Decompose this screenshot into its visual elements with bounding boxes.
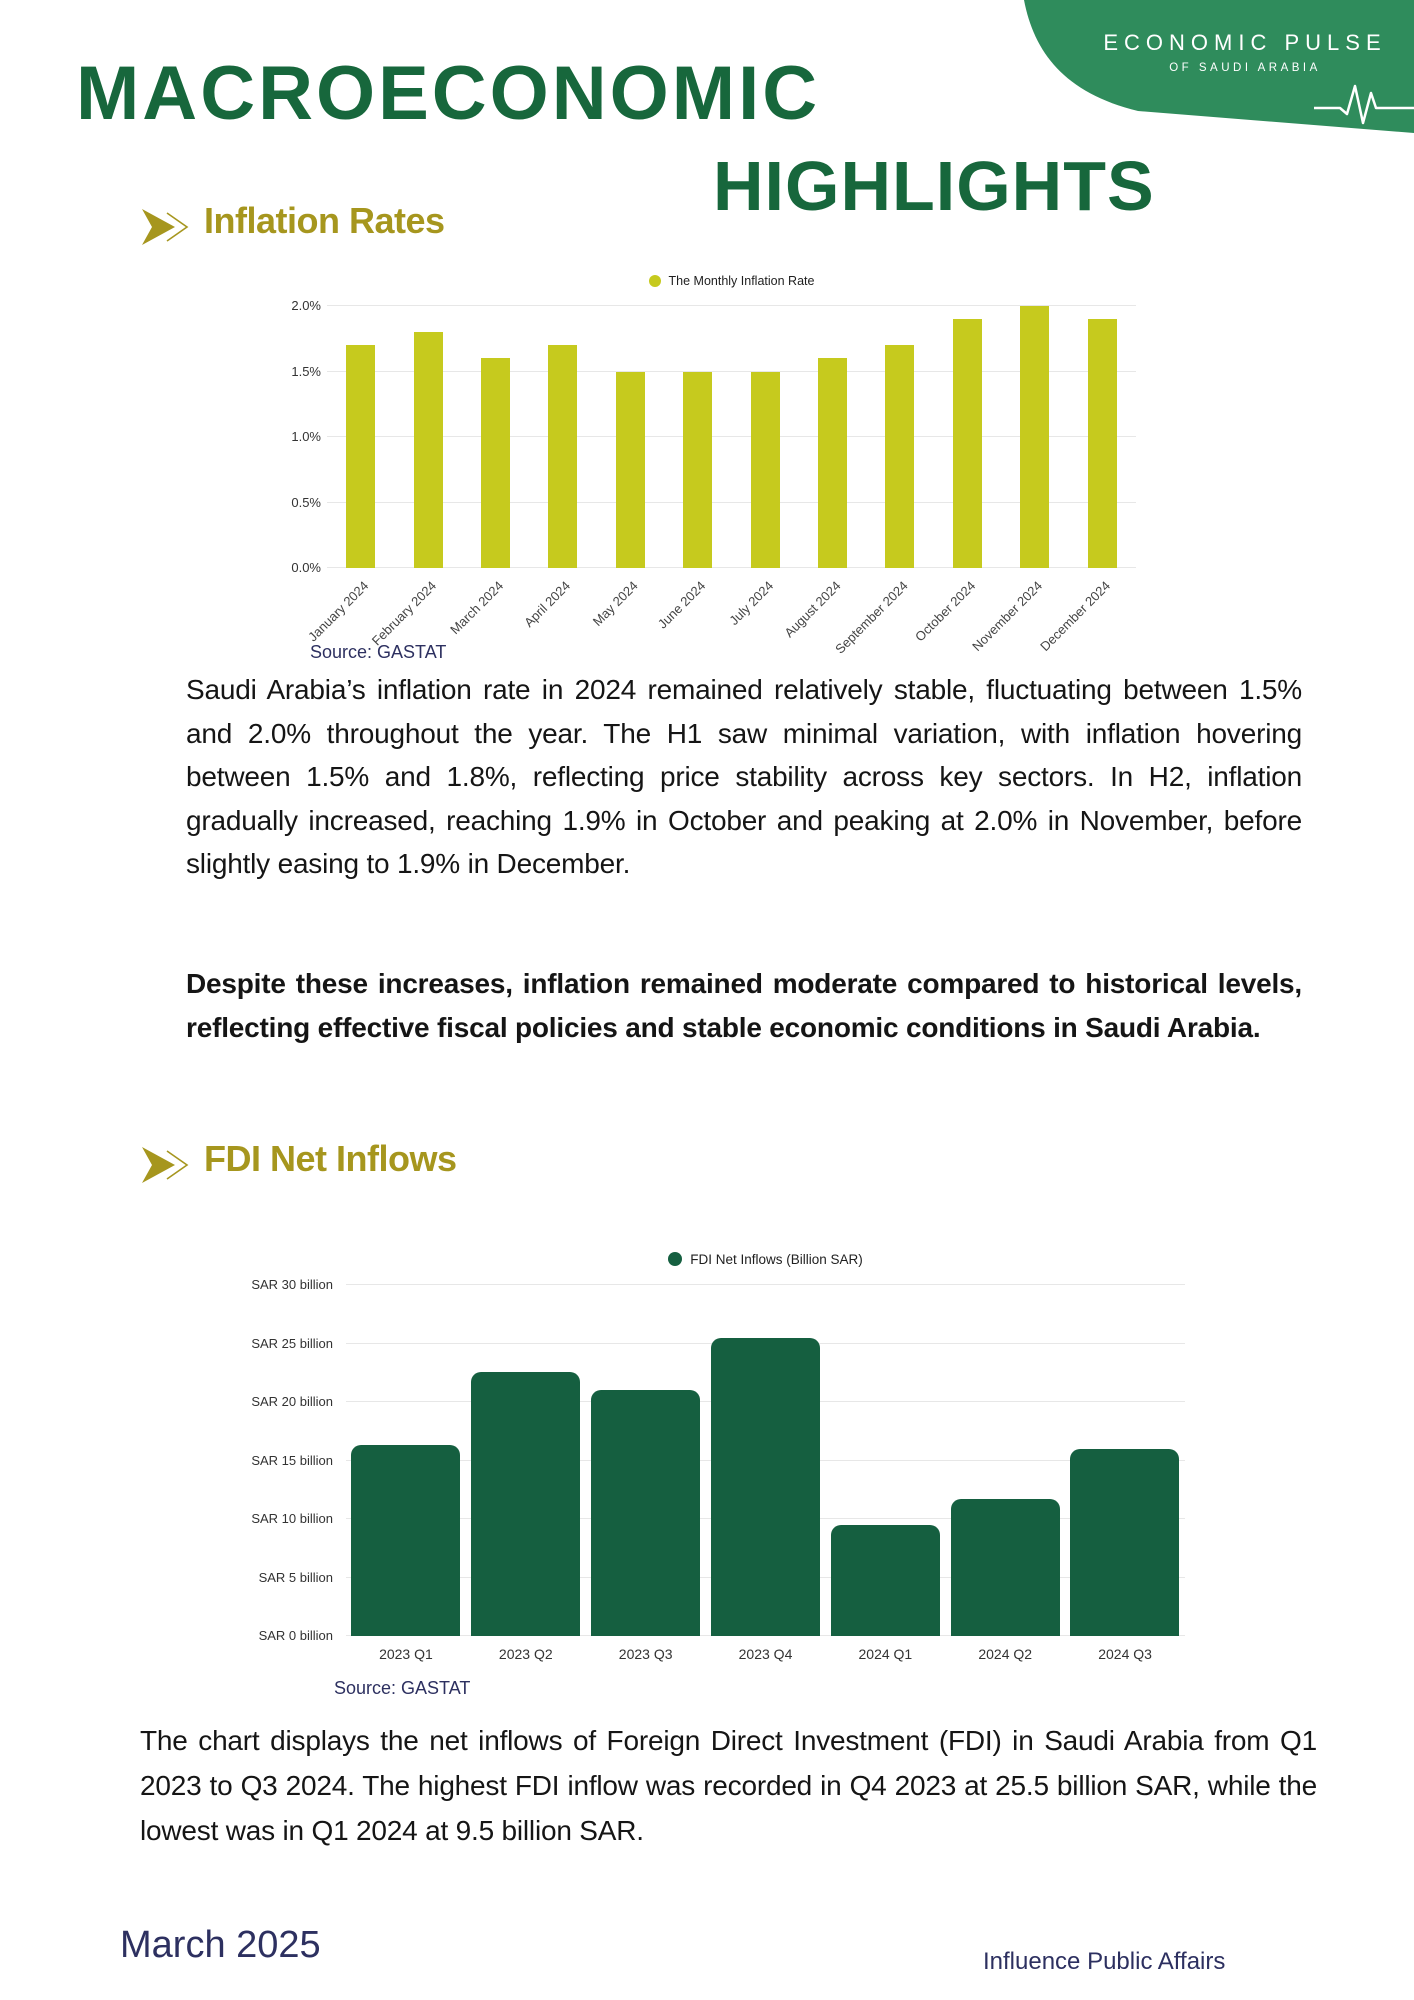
bar-2023 Q3 bbox=[591, 1390, 700, 1636]
inflation-bold-paragraph: Despite these increases, inflation remained moderate compared to historical levels, reflecting effective fiscal policies and stable economic conditions in Saudi Arabia. bbox=[186, 968, 1302, 1043]
x-tick bbox=[706, 1636, 826, 1670]
x-tick bbox=[447, 568, 529, 646]
bars bbox=[346, 1285, 1185, 1636]
bar-2023 Q1 bbox=[351, 1445, 460, 1636]
x-tick-label: April 2024 bbox=[521, 578, 574, 631]
legend-dot bbox=[668, 1252, 682, 1266]
x-tick bbox=[1036, 568, 1136, 655]
x-tick bbox=[586, 1636, 706, 1670]
legend-label: FDI Net Inflows (Billion SAR) bbox=[690, 1251, 863, 1267]
bars bbox=[327, 306, 1136, 568]
footer-date: March 2025 bbox=[120, 1924, 321, 1966]
x-tick bbox=[825, 1636, 945, 1670]
x-tick-label: May 2024 bbox=[590, 578, 642, 629]
x-tick-label: February 2024 bbox=[368, 578, 439, 649]
bar-October 2024 bbox=[953, 319, 982, 568]
y-axis-labels bbox=[210, 1277, 346, 1643]
footer-brand: Influence Public Affairs bbox=[983, 1948, 1226, 1975]
x-axis-labels bbox=[346, 1636, 1185, 1670]
y-tick-label: SAR 0 billion bbox=[258, 1628, 333, 1643]
x-tick bbox=[346, 1636, 466, 1670]
page-title-line1: MACROECONOMIC bbox=[76, 51, 821, 136]
bar-April 2024 bbox=[548, 345, 577, 568]
bar-May 2024 bbox=[616, 372, 645, 569]
pulse-ekg-icon bbox=[1314, 80, 1414, 130]
badge-subtitle: OF SAUDI ARABIA bbox=[1169, 62, 1321, 74]
x-tick bbox=[521, 568, 596, 646]
x-tick-label: 2024 Q2 bbox=[978, 1646, 1033, 1662]
x-tick-label: 2023 Q2 bbox=[498, 1646, 553, 1662]
x-tick bbox=[368, 568, 461, 649]
x-tick bbox=[466, 1636, 586, 1670]
x-tick-label: October 2024 bbox=[911, 578, 979, 645]
fdi-bar-chart bbox=[210, 1246, 1185, 1670]
x-tick-label: December 2024 bbox=[1036, 578, 1113, 655]
y-tick-label: SAR 10 billion bbox=[251, 1511, 333, 1526]
y-tick-label: SAR 15 billion bbox=[251, 1452, 333, 1468]
chart-plot-area bbox=[230, 298, 1136, 575]
x-tick bbox=[1065, 1636, 1185, 1670]
bar-2023 Q2 bbox=[471, 1372, 580, 1636]
fdi-paragraph: The chart displays the net inflows of Foreign Direct Investment (FDI) in Saudi Arabia from Q1 2023 to Q3 2024. The highest FDI inflow was recorded in Q4 2023 at 25.5 billion SAR, while the lowest was in Q1 2024 at 9.5 billion SAR. bbox=[140, 1725, 1317, 1846]
x-tick-label: June 2024 bbox=[654, 578, 709, 632]
x-tick-label: 2023 Q4 bbox=[738, 1646, 793, 1662]
x-tick-label: November 2024 bbox=[969, 578, 1046, 655]
x-tick-label: January 2024 bbox=[305, 578, 372, 645]
section-title-fdi: FDI Net Inflows bbox=[204, 1138, 457, 1179]
x-tick bbox=[654, 568, 731, 646]
plot bbox=[327, 306, 1136, 568]
x-tick-label: August 2024 bbox=[781, 578, 844, 641]
section-heading-fdi bbox=[140, 1138, 457, 1184]
bar-November 2024 bbox=[1020, 306, 1049, 568]
x-tick-label: September 2024 bbox=[832, 578, 911, 657]
chart-legend bbox=[346, 1246, 1185, 1272]
y-tick-label: SAR 25 billion bbox=[251, 1335, 333, 1351]
bar-August 2024 bbox=[818, 358, 847, 568]
x-tick-label: 2023 Q1 bbox=[379, 1646, 433, 1662]
source-note-fdi: Source: GASTAT bbox=[334, 1678, 471, 1698]
y-tick-label: SAR 20 billion bbox=[251, 1394, 333, 1409]
y-tick-label: 1.0% bbox=[291, 429, 321, 444]
bar-2023 Q4 bbox=[711, 1338, 820, 1636]
section-heading-inflation bbox=[140, 200, 445, 246]
legend-label: The Monthly Inflation Rate bbox=[668, 274, 815, 288]
bar-March 2024 bbox=[481, 358, 510, 568]
bar-July 2024 bbox=[751, 372, 780, 569]
y-axis-labels bbox=[230, 298, 327, 575]
x-tick bbox=[590, 568, 664, 646]
x-tick-label: 2024 Q3 bbox=[1098, 1646, 1152, 1662]
chart-plot-area bbox=[210, 1277, 1185, 1643]
chart-legend bbox=[327, 268, 1136, 294]
bar-June 2024 bbox=[683, 372, 712, 569]
x-tick bbox=[945, 1636, 1065, 1670]
bar-January 2024 bbox=[346, 345, 375, 568]
y-tick-label: 0.5% bbox=[291, 494, 321, 510]
x-tick-label: July 2024 bbox=[725, 578, 776, 628]
inflation-paragraph: Saudi Arabia’s inflation rate in 2024 remained relatively stable, fluctuating between 1.5% and 2.0% throughout the year. The H1 saw minimal variation, with inflation hovering between 1.5% and 1.8%, reflecting price stability across key sectors. In H2, inflation gradually increased, reaching 1.9% in October and peaking at 2.0% in November, before slightly easing to 1.9% in December. bbox=[186, 674, 1302, 879]
bar-September 2024 bbox=[885, 345, 914, 568]
y-tick-label: 0.0% bbox=[291, 560, 321, 575]
badge-title: ECONOMIC PULSE bbox=[1103, 30, 1387, 55]
section-title-inflation: Inflation Rates bbox=[204, 200, 445, 241]
plot bbox=[346, 1285, 1185, 1636]
bar-2024 Q2 bbox=[951, 1499, 1060, 1636]
bar-2024 Q1 bbox=[831, 1525, 940, 1636]
bar-December 2024 bbox=[1088, 319, 1117, 568]
source-note-inflation: Source: GASTAT bbox=[310, 642, 447, 662]
page-title-line2: HIGHLIGHTS bbox=[713, 147, 1155, 225]
chevron-arrow-icon bbox=[140, 1146, 190, 1184]
legend-dot bbox=[649, 275, 661, 287]
y-tick-label: SAR 30 billion bbox=[251, 1277, 333, 1292]
x-tick-label: March 2024 bbox=[447, 578, 507, 638]
y-tick-label: SAR 5 billion bbox=[258, 1569, 333, 1585]
bar-2024 Q3 bbox=[1070, 1449, 1179, 1636]
badge-text bbox=[1018, 0, 1414, 74]
chevron-arrow-icon bbox=[140, 208, 190, 246]
y-tick-label: 1.5% bbox=[291, 363, 321, 379]
x-tick-label: 2023 Q3 bbox=[618, 1646, 673, 1662]
y-tick-label: 2.0% bbox=[291, 298, 321, 313]
bar-February 2024 bbox=[414, 332, 443, 568]
economic-pulse-badge bbox=[1018, 0, 1414, 136]
x-tick-label: 2024 Q1 bbox=[858, 1646, 913, 1662]
